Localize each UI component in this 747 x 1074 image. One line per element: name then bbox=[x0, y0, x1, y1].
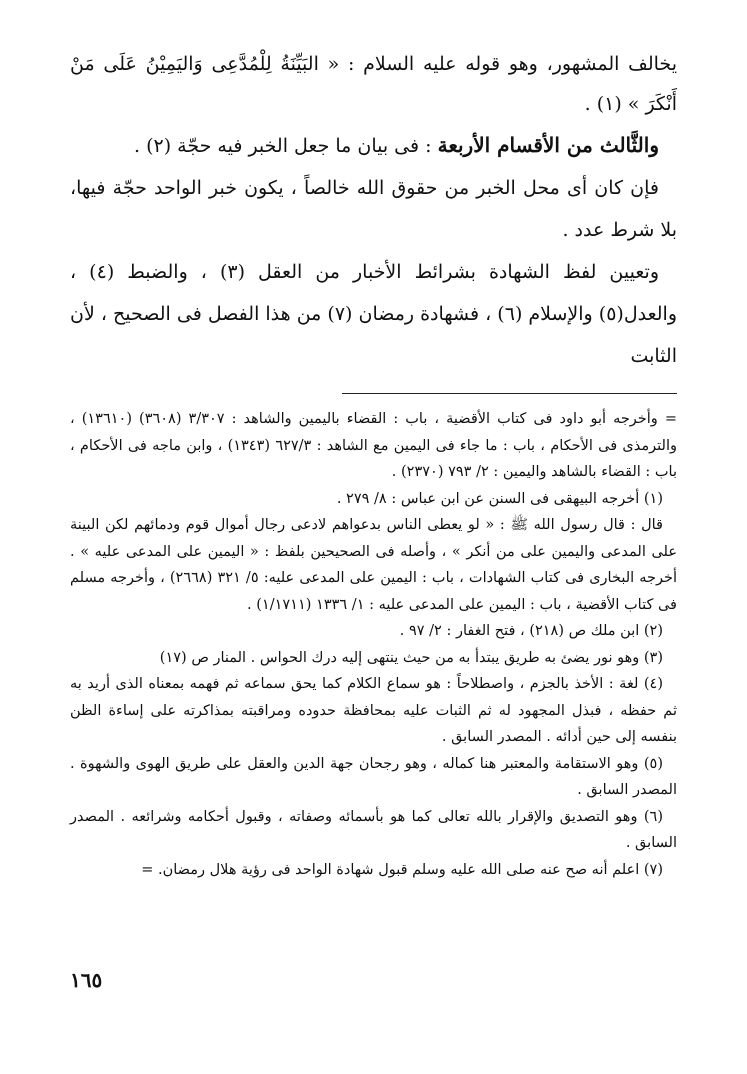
section-heading: والثَّالث من الأقسام الأربعة bbox=[437, 133, 659, 157]
footnote-continuation: = وأخرجه أبو داود فى كتاب الأقضية ، باب : القضاء باليمين والشاهد : ٣/٣٠٧ (٣٦٠٨) (١٣٦١٠) ، والترمذى فى الأحكام ، باب : ما جاء فى اليمين مع الشاهد : ٦٢٧/٣ (١٣٤٣) ، وابن ماجه فى الأحكام ، باب : القضاء بالشاهد واليمين : ٢/ ٧٩٣ (٢٣٧٠) . bbox=[70, 411, 677, 480]
footnote-2: (٢) ابن ملك ص (٢١٨) ، فتح الغفار : ٢/ ٩٧ . bbox=[399, 623, 663, 639]
section-heading-rest: : فى بيان ما جعل الخبر فيه حجّة (٢) . bbox=[134, 135, 438, 157]
page-body bbox=[70, 44, 677, 883]
footnote-divider bbox=[342, 393, 677, 394]
footnote-6: (٦) وهو التصديق والإقرار بالله تعالى كما هو بأسمائه وصفاته ، وقبول أحكامه وشرائعه . المصدر السابق . bbox=[70, 808, 677, 851]
main-paragraph-4: وتعيين لفظ الشهادة بشرائط الأخبار من العقل (٣) ، والضبط (٤) ، والعدل(٥) والإسلام (٦) ، فشهادة رمضان (٧) من هذا الفصل فى الصحيح ، لأن الثابت bbox=[70, 261, 678, 367]
footnotes bbox=[70, 406, 677, 883]
footnote-5: (٥) وهو الاستقامة والمعتبر هنا كماله ، وهو رجحان جهة الدين والعقل على طريق الهوى والشهوة . المصدر السابق . bbox=[70, 755, 677, 798]
footnote-1: (١) أخرجه البيهقى فى السنن عن ابن عباس : ٨/ ٢٧٩ . bbox=[336, 490, 663, 507]
main-paragraph-2 bbox=[70, 124, 677, 167]
footnote-4: (٤) لغة : الأخذ بالجزم ، واصطلاحاً : هو سماع الكلام كما يحق سماعه ثم فهمه بمعناه الذى أريد به ثم حفظه ، فبذل المجهود له ثم الثبات عليه بمحافظة حدوده ومراقبته بمذاكرته على إساءة الظن بنفسه إلى حين أدائه . المصدر السابق . bbox=[70, 676, 677, 745]
main-paragraph-1: يخالف المشهور، وهو قوله عليه السلام : « البَيِّنَةُ لِلْمُدَّعِى وَاليَمِيْنُ عَلَى مَنْ أَنْكَرَ » (١) . bbox=[70, 53, 677, 115]
footnote-7: (٧) اعلم أنه صح عنه صلى الله عليه وسلم قبول شهادة الواحد فى رؤية هلال رمضان. = bbox=[141, 861, 663, 878]
footnote-1-detail: قال : قال رسول الله ﷺ : « لو يعطى الناس بدعواهم لادعى رجال أموال قوم ودمائهم لكن البينة على المدعى واليمين على من أنكر » ، وأصله فى الصحيحين بلفظ : « اليمين على المدعى عليه » . أخرجه البخارى فى كتاب الشهادات ، باب : اليمين على المدعى عليه: ٥/ ٣٢١ (٢٦٦٨) ، وأخرجه مسلم فى كتاب الأقضية ، باب : اليمين على المدعى عليه : ١/ ١٣٣٦ (١/١٧١١) . bbox=[70, 517, 677, 613]
main-paragraph-3: فإن كان أى محل الخبر من حقوق الله خالصاً ، يكون خبر الواحد حجّة فيها، بلا شرط عدد . bbox=[70, 177, 677, 241]
main-text bbox=[70, 44, 677, 377]
page-number: ١٦٥ bbox=[70, 968, 103, 992]
footnote-3: (٣) وهو نور يضئ به طريق يبتدأ به من حيث ينتهى إليه درك الحواس . المنار ص (١٧) bbox=[159, 649, 663, 666]
